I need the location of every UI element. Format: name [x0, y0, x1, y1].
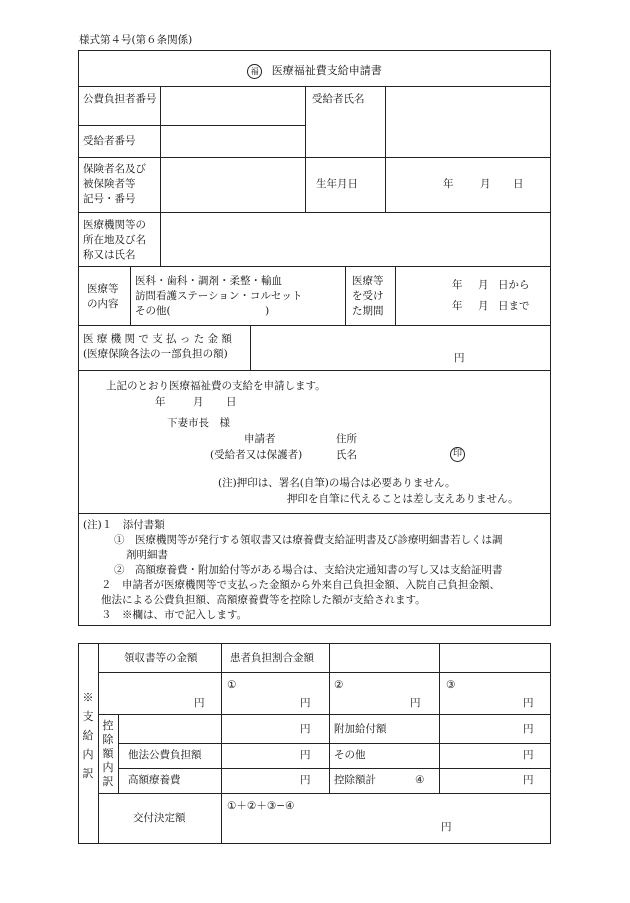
recipient-no-label: 受給者番号 — [83, 135, 136, 147]
treatment-item-2: 訪問看護ステーション・コルセット — [135, 290, 303, 302]
birth-day-unit: 日 — [513, 178, 524, 190]
birth-month-unit: 月 — [480, 178, 491, 190]
recipient-name-label: 受給者氏名 — [312, 93, 365, 105]
seal-mark-icon: 印 — [450, 447, 465, 462]
applicant-label: 申請者 — [244, 433, 276, 445]
divider — [118, 743, 551, 744]
period-to-month: 月 — [478, 300, 489, 312]
period-label-line1: 医療等 — [352, 275, 384, 287]
period-to-day: 日まで — [498, 300, 530, 312]
note-4: ３ ※欄は、市で記入します。 — [101, 609, 248, 621]
divider — [385, 86, 386, 157]
receipt-amount-yen: 円 — [194, 697, 205, 709]
share-3-yen: 円 — [523, 697, 534, 709]
circle-1-label: ① — [227, 679, 237, 691]
decision-amount-yen: 円 — [441, 821, 452, 833]
decision-amount-label: 交付決定額 — [133, 812, 186, 824]
public-payer-no-label: 公費負担者番号 — [83, 93, 157, 105]
address-label: 住所 — [336, 433, 357, 445]
other-public-label: 他法公費負担額 — [128, 749, 202, 761]
circle-4-label: ④ — [415, 774, 425, 786]
treatment-item-1: 医科・歯科・調剤・柔整・輸血 — [135, 275, 282, 287]
deduction-row1-yen: 円 — [300, 723, 311, 735]
period-from-year: 年 — [452, 279, 463, 291]
period-label-line3: た期間 — [352, 305, 384, 317]
divider — [395, 266, 396, 325]
divider — [78, 157, 551, 158]
divider — [221, 643, 222, 844]
birth-year-unit: 年 — [443, 178, 454, 190]
patient-share-header: 患者負担割合金額 — [230, 652, 314, 664]
seal-note-2: 押印を自筆に代えることは差し支えありません。 — [287, 493, 519, 505]
divider — [439, 643, 440, 793]
circle-3-label: ③ — [446, 679, 456, 691]
mayor-address: 下妻市長 様 — [167, 417, 230, 429]
divider — [78, 513, 551, 514]
treatment-label-line1: 医療等 — [87, 283, 119, 295]
form-title-text: 医療福祉費支給申請書 — [271, 64, 382, 77]
share-1-yen: 円 — [300, 697, 311, 709]
period-label-line2: を受け — [352, 290, 384, 302]
high-cost-label: 高額療養費 — [128, 774, 181, 786]
decision-formula: ①＋②＋③−④ — [227, 800, 295, 812]
divider — [78, 266, 551, 267]
other-label: その他 — [334, 749, 366, 761]
application-day: 日 — [226, 396, 237, 408]
name-label: 氏名 — [336, 449, 357, 461]
additional-benefit-yen: 円 — [523, 723, 534, 735]
form-number: 様式第４号(第６条関係) — [79, 34, 193, 46]
divider — [250, 325, 251, 370]
note-1b: 剤明細書 — [126, 549, 168, 561]
period-to-year: 年 — [452, 300, 463, 312]
divider — [345, 266, 346, 325]
institution-label-line2: 所在地及び名 — [83, 234, 146, 246]
additional-benefit-label: 附加給付額 — [334, 723, 387, 735]
divider — [118, 714, 119, 793]
paid-amount-label: 医 療 機 関 で 支 払 っ た 金 額 — [83, 333, 232, 345]
divider — [118, 768, 551, 769]
divider — [78, 125, 305, 126]
divider — [78, 325, 551, 326]
divider — [78, 370, 551, 371]
deduction-breakdown-label: 控除額内訳 — [102, 719, 114, 788]
seal-note-1: (注)押印は、署名(自筆)の場合は必要ありません。 — [218, 477, 456, 489]
insurer-label-line2: 被保険者等 — [83, 178, 136, 190]
note-3a: ２ 申請者が医療機関等で支払った金額から外来自己負担金額、入院自己負担金額、 — [101, 579, 500, 591]
circle-2-label: ② — [334, 679, 344, 691]
institution-label-line3: 称又は氏名 — [83, 249, 136, 261]
divider — [98, 643, 99, 844]
divider — [385, 157, 386, 212]
insurer-label-line3: 記号・番号 — [83, 193, 136, 205]
application-statement: 上記のとおり医療福祉費の支給を申請します。 — [106, 380, 326, 392]
applicant-sublabel: (受給者又は保護者) — [210, 449, 303, 461]
note-2: ② 高額療養費・附加給付等がある場合は、支給決定通知書の写し又は支給証明書 — [114, 564, 503, 576]
treatment-item-3: その他( ) — [135, 305, 270, 317]
deduction-total-yen: 円 — [523, 774, 534, 786]
share-2-yen: 円 — [410, 697, 421, 709]
payment-side-label: ※支給内訳 — [82, 691, 94, 780]
high-cost-yen: 円 — [300, 774, 311, 786]
paid-amount-yen: 円 — [454, 352, 465, 364]
divider — [160, 86, 161, 266]
note-3b: 他法による公費負担額、高額療養費等を控除した額が支給されます。 — [101, 594, 426, 606]
insurer-label-line1: 保険者名及び — [83, 163, 146, 175]
application-year: 年 — [155, 396, 166, 408]
deduction-total-label: 控除額計 — [334, 774, 376, 786]
form-title — [78, 62, 551, 79]
birth-date-label: 生年月日 — [316, 178, 358, 190]
divider — [98, 714, 551, 715]
note-1a: ① 医療機関等が発行する領収書又は療養費支給証明書及び診療明細書若しくは調 — [114, 534, 503, 546]
period-from-month: 月 — [478, 279, 489, 291]
period-from-day: 日から — [498, 279, 530, 291]
divider — [98, 793, 551, 794]
divider — [329, 643, 330, 793]
divider — [78, 86, 551, 87]
application-month: 月 — [193, 396, 204, 408]
receipt-amount-header: 領収書等の金額 — [124, 652, 198, 664]
institution-label-line1: 医療機関等の — [83, 219, 146, 231]
paid-amount-sublabel: (医療保険各法の一部負担の額) — [83, 348, 228, 360]
divider — [305, 86, 306, 212]
other-yen: 円 — [523, 749, 534, 761]
other-public-yen: 円 — [300, 749, 311, 761]
divider — [98, 672, 551, 673]
divider — [78, 212, 551, 213]
notes-heading: (注)１ 添付書類 — [83, 519, 165, 531]
welfare-mark-icon: 福 — [247, 64, 262, 79]
treatment-label-line2: の内容 — [87, 298, 119, 310]
divider — [130, 266, 131, 325]
